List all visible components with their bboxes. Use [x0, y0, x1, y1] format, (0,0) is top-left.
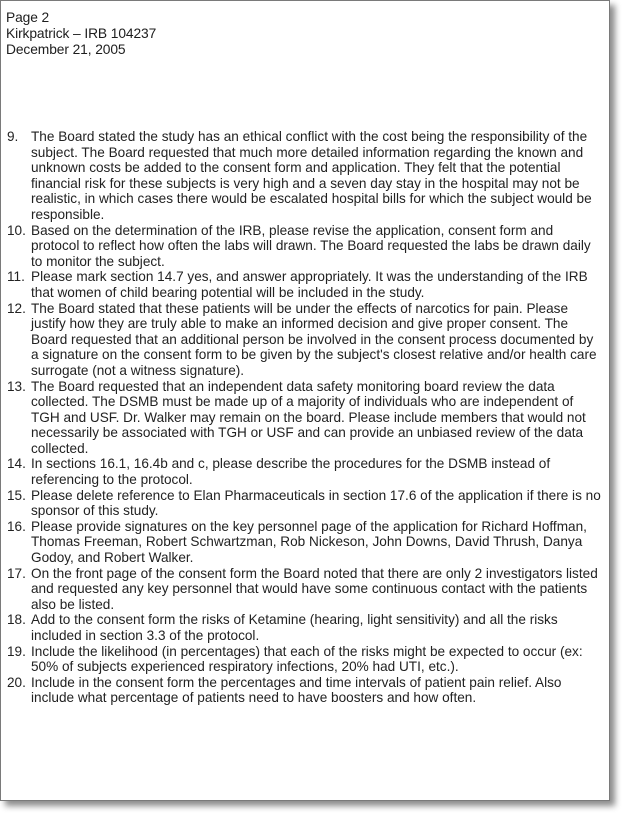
list-item	[7, 269, 601, 300]
item-text: Include the likelihood (in percentages) that each of the risks might be expected to occur (ex: 50% of subjects experienced respiratory infections, 20% had UTI, etc.).	[31, 643, 583, 675]
item-number: 18.	[7, 612, 26, 628]
page-header	[6, 10, 156, 59]
list-item	[7, 675, 601, 706]
item-number: 17.	[7, 565, 26, 581]
item-text: Please delete reference to Elan Pharmaceuticals in section 17.6 of the application if there is no sponsor of this study.	[31, 487, 601, 519]
item-number: 14.	[7, 456, 26, 472]
item-text: The Board stated that these patients will be under the effects of narcotics for pain. Please justify how they are truly able to make an informed decision and give proper consent. The Board requested that an additional person be involved in the consent process documented by a signature on the consent form to be given by the subject's closest relative and/or health care surrogate (not a witness signature).	[31, 300, 597, 378]
item-number: 15.	[7, 487, 26, 503]
item-text: On the front page of the consent form the Board noted that there are only 2 investigators listed and requested any key personnel that would have some continuous contact with the patients also be listed.	[31, 565, 598, 612]
item-text: Please mark section 14.7 yes, and answer appropriately. It was the understanding of the IRB that women of child bearing potential will be included in the study.	[31, 269, 588, 300]
list-item	[7, 379, 601, 457]
board-requests-list	[7, 129, 601, 706]
item-text: The Board stated the study has an ethical conflict with the cost being the responsibility of the subject. The Board requested that much more detailed information regarding the known and unknown costs be added to the consent form and application. They felt that the potential financial risk for these subjects is very high and a seven day stay in the hospital may not be realistic, in which cases there would be escalated hospital bills for which the subject would be responsible.	[31, 129, 592, 222]
list-item	[7, 566, 601, 613]
item-number: 20.	[7, 674, 26, 690]
document-date: December 21, 2005	[6, 42, 126, 58]
irb-reference: Kirkpatrick – IRB 104237	[6, 26, 157, 42]
list-item	[7, 129, 601, 223]
page-number: Page 2	[6, 10, 50, 25]
list-item	[7, 223, 601, 270]
item-number: 16.	[7, 518, 26, 534]
list-item	[7, 519, 601, 566]
item-number: 9.	[7, 129, 19, 144]
item-number: 10.	[7, 222, 26, 238]
item-number: 11.	[7, 269, 25, 285]
item-number: 19.	[7, 643, 26, 659]
item-text: Include in the consent form the percentages and time intervals of patient pain relief. Also include what percentage of patients need to have boosters and how often.	[31, 674, 562, 706]
list-item	[7, 488, 601, 519]
item-text: Add to the consent form the risks of Ketamine (hearing, light sensitivity) and all the risks included in section 3.3 of the protocol.	[31, 612, 558, 643]
list-item	[7, 644, 601, 675]
item-number: 13.	[7, 378, 26, 394]
item-text: In sections 16.1, 16.4b and c, please describe the procedures for the DSMB instead of referencing to the protocol.	[31, 456, 551, 488]
item-text: The Board requested that an independent data safety monitoring board review the data collected. The DSMB must be made up of a majority of individuals who are independent of TGH and USF. Dr. Walker may remain on the board. Please include members that would not necessarily be associated with TGH or USF and can provide an unbiased review of the data collected.	[31, 378, 586, 456]
item-number: 12.	[7, 300, 26, 316]
list-item	[7, 301, 601, 379]
item-text: Please provide signatures on the key personnel page of the application for Richard Hoffman, Thomas Freeman, Robert Schwartzman, Rob Nickeson, John Downs, David Thrush, Danya Godoy, and Robert Walker.	[31, 518, 587, 566]
list-item	[7, 456, 601, 487]
list-item	[7, 612, 601, 643]
item-text: Based on the determination of the IRB, please revise the application, consent form and protocol to reflect how often the labs will drawn. The Board requested the labs be drawn daily to monitor the subject.	[31, 222, 591, 269]
